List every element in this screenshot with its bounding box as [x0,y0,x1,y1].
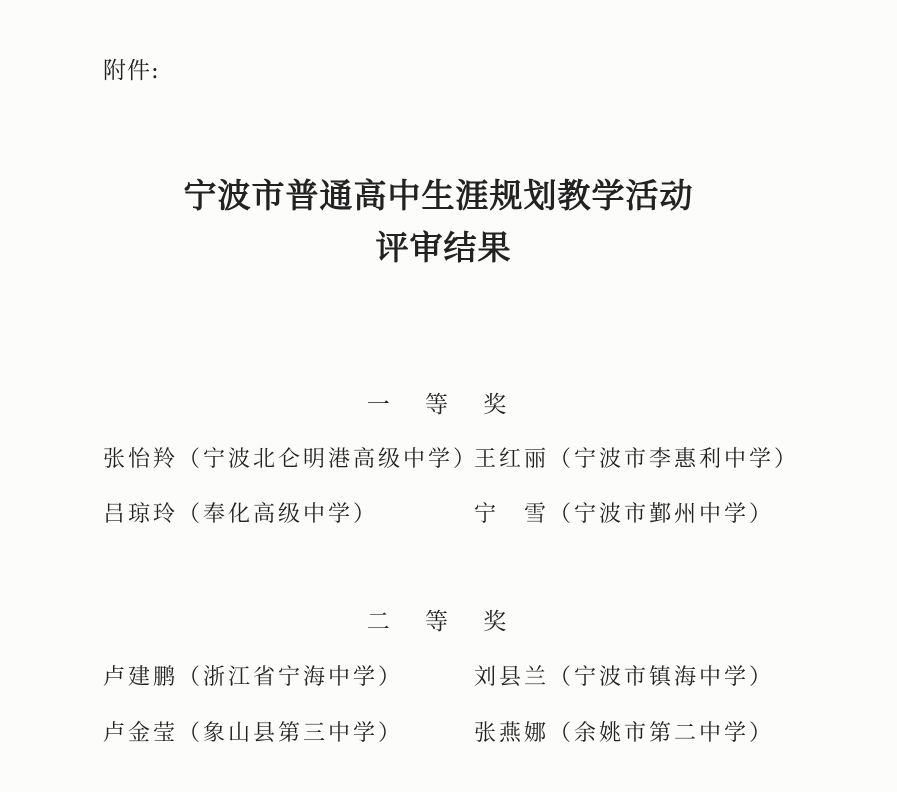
first-prize-entry: 吕琼玲（奉化高级中学） [103,502,379,527]
second-prize-entry: 张燕娜（余姚市第二中学） [474,721,775,746]
document-title-line1: 宁波市普通高中生涯规划教学活动 [183,176,694,215]
first-prize-entry: 张怡羚（宁波北仑明港高级中学） [103,447,479,472]
first-prize-entry: 王红丽（宁波市李惠利中学） [474,447,800,472]
second-prize-entry: 刘县兰（宁波市镇海中学） [474,665,775,690]
second-prize-entry: 卢建鹏（浙江省宁海中学） [103,665,404,690]
first-prize-heading: 一 等 奖 [366,392,521,418]
second-prize-entry: 卢金莹（象山县第三中学） [103,721,404,746]
second-prize-heading: 二 等 奖 [366,609,521,635]
attachment-label: 附件: [103,58,160,84]
first-prize-entry: 宁 雪（宁波市鄞州中学） [474,502,775,527]
document-title-line2: 评审结果 [375,228,512,267]
